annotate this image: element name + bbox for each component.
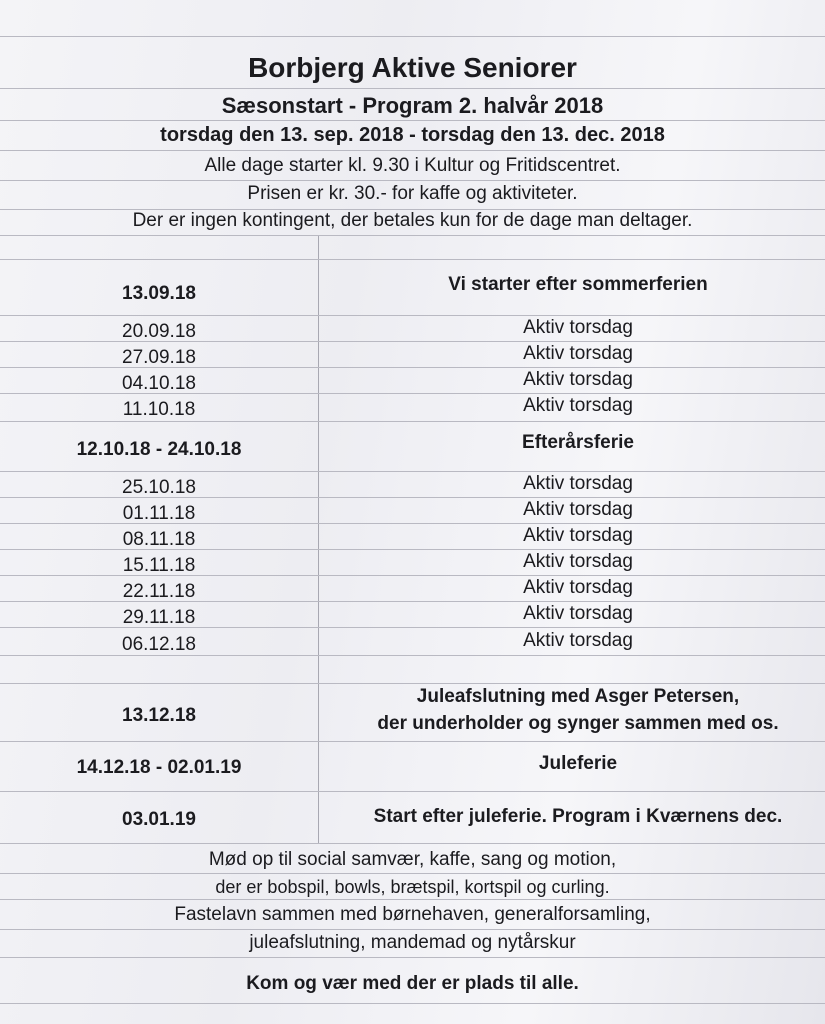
schedule-date: 11.10.18 [122,399,196,420]
table-row [0,316,825,342]
season-period: torsdag den 13. sep. 2018 - torsdag den 13. dec. 2018 [160,124,665,146]
schedule-date: 08.11.18 [122,529,196,550]
footer-line: Fastelavn sammen med børnehaven, generalforsamling, [174,904,651,925]
schedule-date: 12.10.18 - 24.10.18 [76,439,242,460]
page-title: Borbjerg Aktive Seniorer [248,52,577,83]
schedule-date: 27.09.18 [122,347,196,368]
schedule-activity: Aktiv torsdag [523,577,633,598]
ruled-line [0,151,825,181]
schedule-date: 22.11.18 [122,581,196,602]
table-row [0,742,825,792]
table-row [0,260,825,316]
table-row [0,472,825,498]
schedule-activity: Aktiv torsdag [523,603,633,624]
table-row [0,524,825,550]
schedule-date: 06.12.18 [122,634,196,655]
schedule-activity: Aktiv torsdag [523,525,633,546]
table-row-empty [0,656,825,684]
schedule-activity: Aktiv torsdag [523,551,633,572]
schedule-date: 14.12.18 - 02.01.19 [76,757,242,778]
ruled-line [0,181,825,210]
ruled-line [0,37,825,89]
schedule-activity: Efterårsferie [522,432,634,453]
schedule-activity: Vi starter efter sommerferien [448,274,708,295]
table-row [0,684,825,742]
schedule-activity-line2: der underholder og synger sammen med os. [377,713,779,734]
table-row [0,602,825,628]
schedule-activity: Aktiv torsdag [523,317,633,338]
schedule-date: 29.11.18 [122,607,196,628]
ruled-line [0,121,825,151]
table-row [0,422,825,472]
schedule-date: 03.01.19 [122,809,196,830]
schedule-activity: Juleferie [538,753,618,774]
table-row-empty [0,236,825,260]
ruled-line [0,210,825,236]
table-row [0,628,825,656]
table-row [0,550,825,576]
schedule-date: 04.10.18 [122,373,196,394]
ruled-line [0,89,825,121]
schedule-date: 25.10.18 [122,477,196,498]
table-row [0,792,825,844]
schedule-date: 01.11.18 [122,503,196,524]
page-subtitle: Sæsonstart - Program 2. halvår 2018 [221,93,604,118]
schedule-date: 13.09.18 [122,283,196,304]
footer-line: Mød op til social samvær, kaffe, sang og motion, [208,849,617,870]
schedule-date: 20.09.18 [122,321,196,342]
closing-line: Kom og vær med der er plads til alle. [246,973,579,994]
schedule-activity: Aktiv torsdag [523,343,633,364]
schedule-activity: Aktiv torsdag [523,473,633,494]
schedule-activity: Aktiv torsdag [523,499,633,520]
schedule-activity: Aktiv torsdag [523,630,633,651]
schedule-date: 13.12.18 [122,705,196,726]
footer-line: juleafslutning, mandemad og nytårskur [249,932,576,953]
table-row [0,498,825,524]
footer-line: der er bobspil, bowls, brætspil, kortspil og curling. [215,877,610,897]
table-row [0,368,825,394]
table-row [0,576,825,602]
info-line-start-time: Alle dage starter kl. 9.30 i Kultur og Fritidscentret. [204,155,621,176]
schedule-activity: Aktiv torsdag [523,395,633,416]
ruled-line [0,0,825,37]
info-line-price: Prisen er kr. 30.- for kaffe og aktiviteter. [247,183,578,204]
schedule-activity: Start efter juleferie. Program i Kværnens dec. [373,806,783,827]
schedule-activity: Juleafslutning med Asger Petersen, [416,686,740,707]
schedule-activity: Aktiv torsdag [523,369,633,390]
info-line-membership: Der er ingen kontingent, der betales kun for de dage man deltager. [132,210,693,231]
table-row [0,342,825,368]
table-row [0,394,825,422]
schedule-date: 15.11.18 [122,555,196,576]
